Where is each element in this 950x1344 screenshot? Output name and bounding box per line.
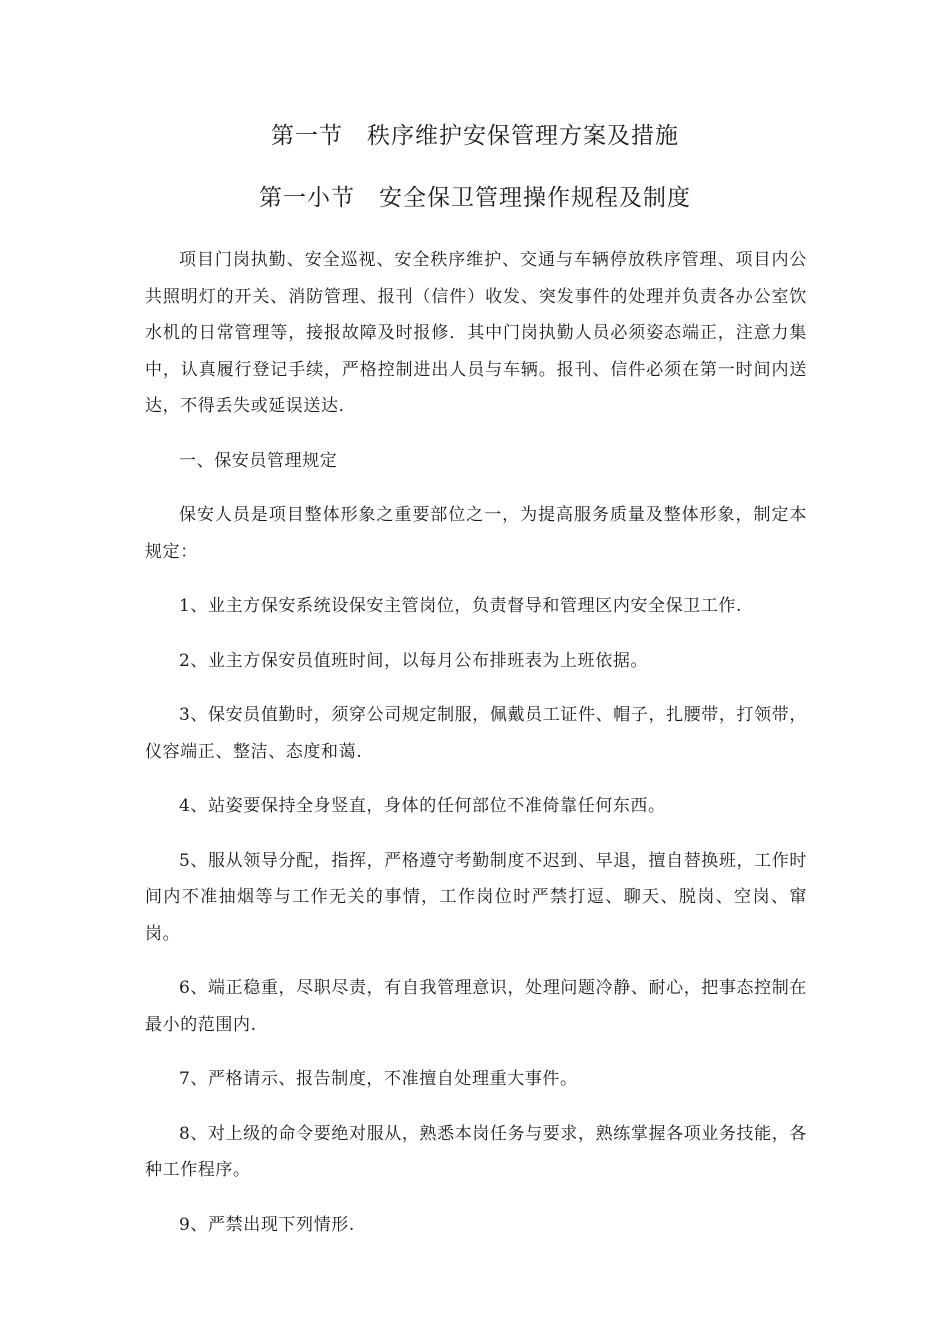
rule-item-5: 5、服从领导分配，指挥，严格遵守考勤制度不迟到、早退，擅自替换班，工作时间内不准抽烟等与工作无关的事情，工作岗位时严禁打逗、聊天、脱岗、空岗、窜岗。 — [145, 850, 807, 944]
rule-item-8: 8、对上级的命令要绝对服从，熟悉本岗任务与要求，熟练掌握各项业务技能，各种工作程序。 — [145, 1123, 807, 1180]
section-heading-guard-rules: 一、保安员管理规定 — [179, 450, 338, 471]
rule-item-4: 4、站姿要保持全身竖直，身体的任何部位不准倚靠任何东西。 — [179, 796, 666, 816]
rule-item-2: 2、业主方保安员值班时间，以每月公布排班表为上班依据。 — [179, 650, 649, 671]
paragraph-intro: 项目门岗执勤、安全巡视、安全秩序维护、交通与车辆停放秩序管理、项目内公共照明灯的开关、消防管理、报刊（信件）收发、突发事件的处理并负责各办公室饮水机的日常管理等，接报故障及时报修．其中门岗执勤人员必须姿态端正，注意力集中，认真履行登记手续，严格控制进出人员与车辆。报刊、信件必须在第一时间内送达，不得丢失或延误送达． — [145, 250, 807, 416]
rule-item-1: 1、业主方保安系统设保安主管岗位，负责督导和管理区内安全保卫工作. — [179, 596, 743, 616]
rule-item-9: 9、严禁出现下列情形. — [179, 1214, 355, 1235]
rule-item-6: 6、端正稳重，尽职尽责，有自我管理意识，处理问题冷静、耐心，把事态控制在最小的范围内. — [145, 978, 807, 1035]
section-title: 第一节 秩序维护安保管理方案及措施 — [271, 123, 679, 149]
paragraph-purpose: 保安人员是项目整体形象之重要部位之一，为提高服务质量及整体形象，制定本规定： — [145, 505, 807, 562]
document-body — [145, 242, 807, 1261]
rule-item-3: 3、保安员值勤时，须穿公司规定制服，佩戴员工证件、帽子，扎腰带，打领带，仪容端正、整洁、态度和蔼. — [145, 705, 807, 762]
rule-item-7: 7、严格请示、报告制度，不准擅自处理重大事件。 — [179, 1069, 578, 1089]
subsection-title: 第一小节 安全保卫管理操作规程及制度 — [259, 185, 691, 211]
